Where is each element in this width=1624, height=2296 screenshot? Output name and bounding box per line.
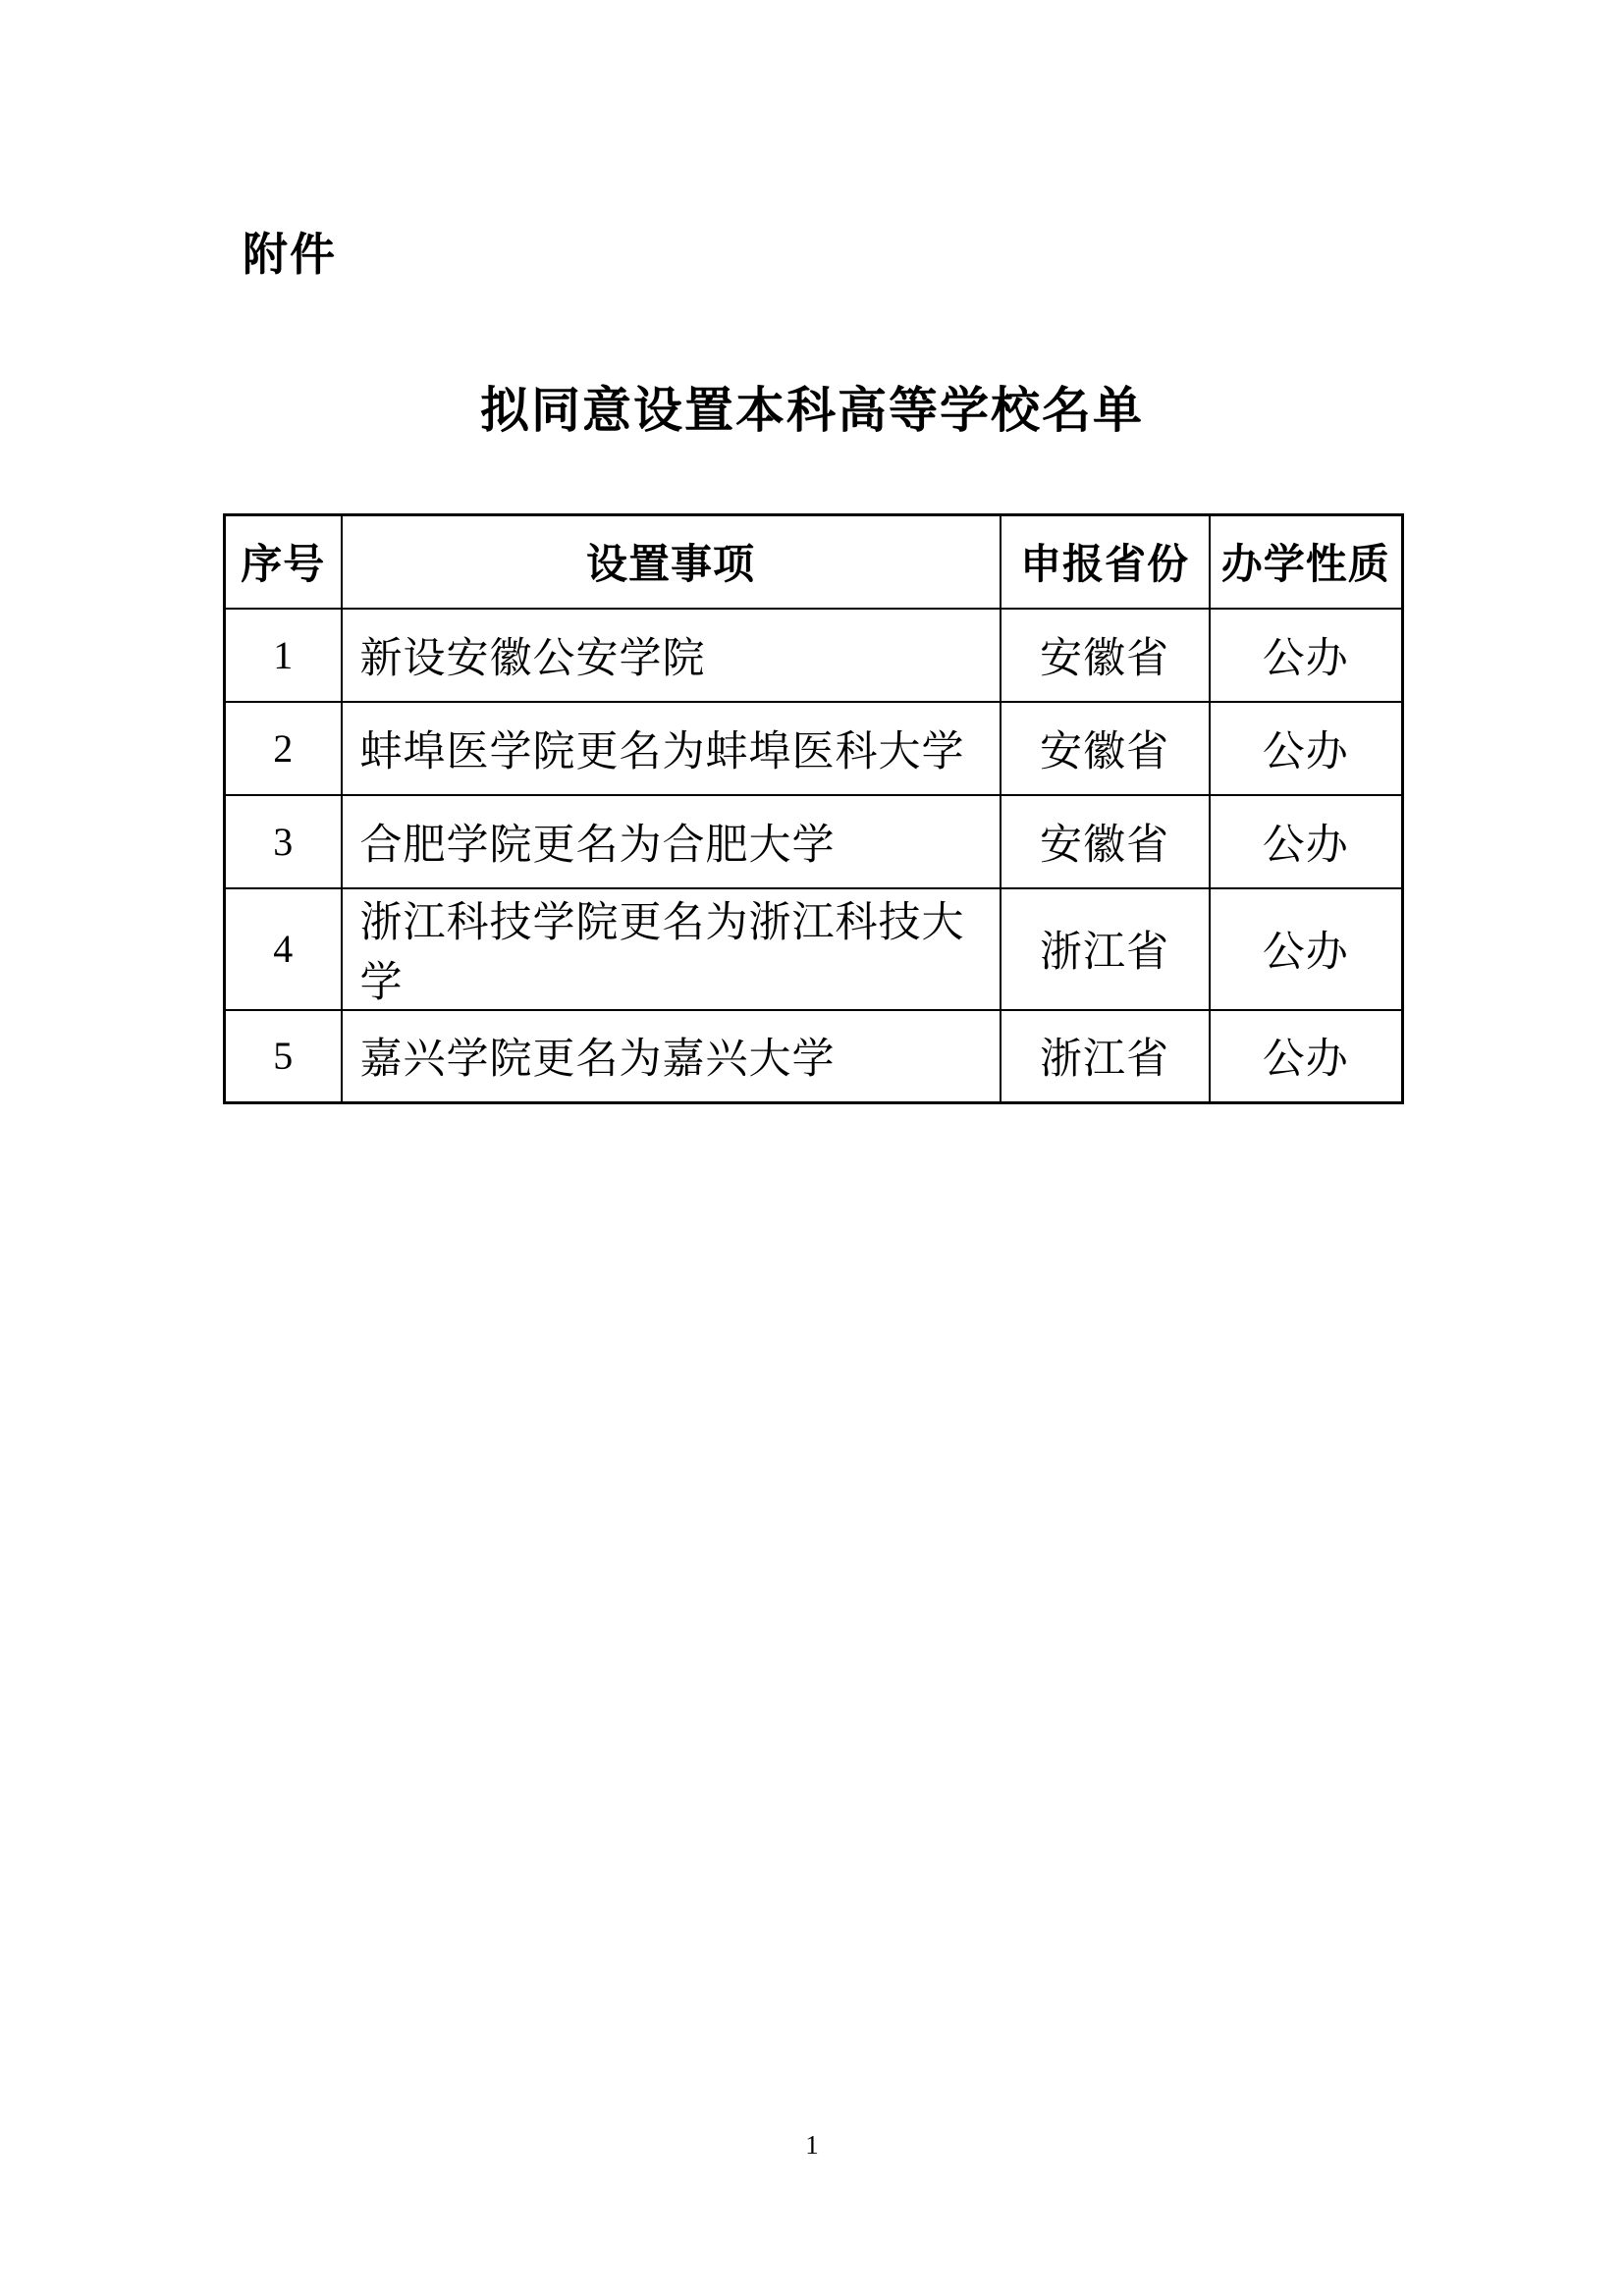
cell-province: 安徽省 (1001, 609, 1210, 702)
table-row (225, 609, 1403, 702)
cell-no: 3 (225, 795, 342, 888)
table-row (225, 702, 1403, 795)
cell-nature: 公办 (1210, 1010, 1403, 1103)
cell-no: 1 (225, 609, 342, 702)
cell-no: 4 (225, 888, 342, 1010)
cell-item: 浙江科技学院更名为浙江科技大学 (342, 888, 1001, 1010)
cell-nature: 公办 (1210, 795, 1403, 888)
header-cell-nature: 办学性质 (1210, 515, 1403, 609)
header-cell-no: 序号 (225, 515, 342, 609)
header-cell-province: 申报省份 (1001, 515, 1210, 609)
cell-province: 安徽省 (1001, 702, 1210, 795)
table-row (225, 1010, 1403, 1103)
page-title: 拟同意设置本科高等学校名单 (480, 383, 1144, 438)
cell-nature: 公办 (1210, 888, 1403, 1010)
cell-no: 2 (225, 702, 342, 795)
cell-item: 蚌埠医学院更名为蚌埠医科大学 (342, 702, 1001, 795)
page-number: 1 (805, 2130, 819, 2160)
table-header-row (225, 515, 1403, 609)
cell-item: 合肥学院更名为合肥大学 (342, 795, 1001, 888)
cell-nature: 公办 (1210, 609, 1403, 702)
cell-no: 5 (225, 1010, 342, 1103)
table-row (225, 795, 1403, 888)
cell-nature: 公办 (1210, 702, 1403, 795)
approval-table (223, 513, 1404, 1104)
header-cell-item: 设置事项 (342, 515, 1001, 609)
cell-item: 嘉兴学院更名为嘉兴大学 (342, 1010, 1001, 1103)
attachment-label: 附件 (243, 229, 337, 280)
cell-province: 安徽省 (1001, 795, 1210, 888)
cell-item: 新设安徽公安学院 (342, 609, 1001, 702)
cell-province: 浙江省 (1001, 1010, 1210, 1103)
table-row (225, 888, 1403, 1010)
cell-province: 浙江省 (1001, 888, 1210, 1010)
